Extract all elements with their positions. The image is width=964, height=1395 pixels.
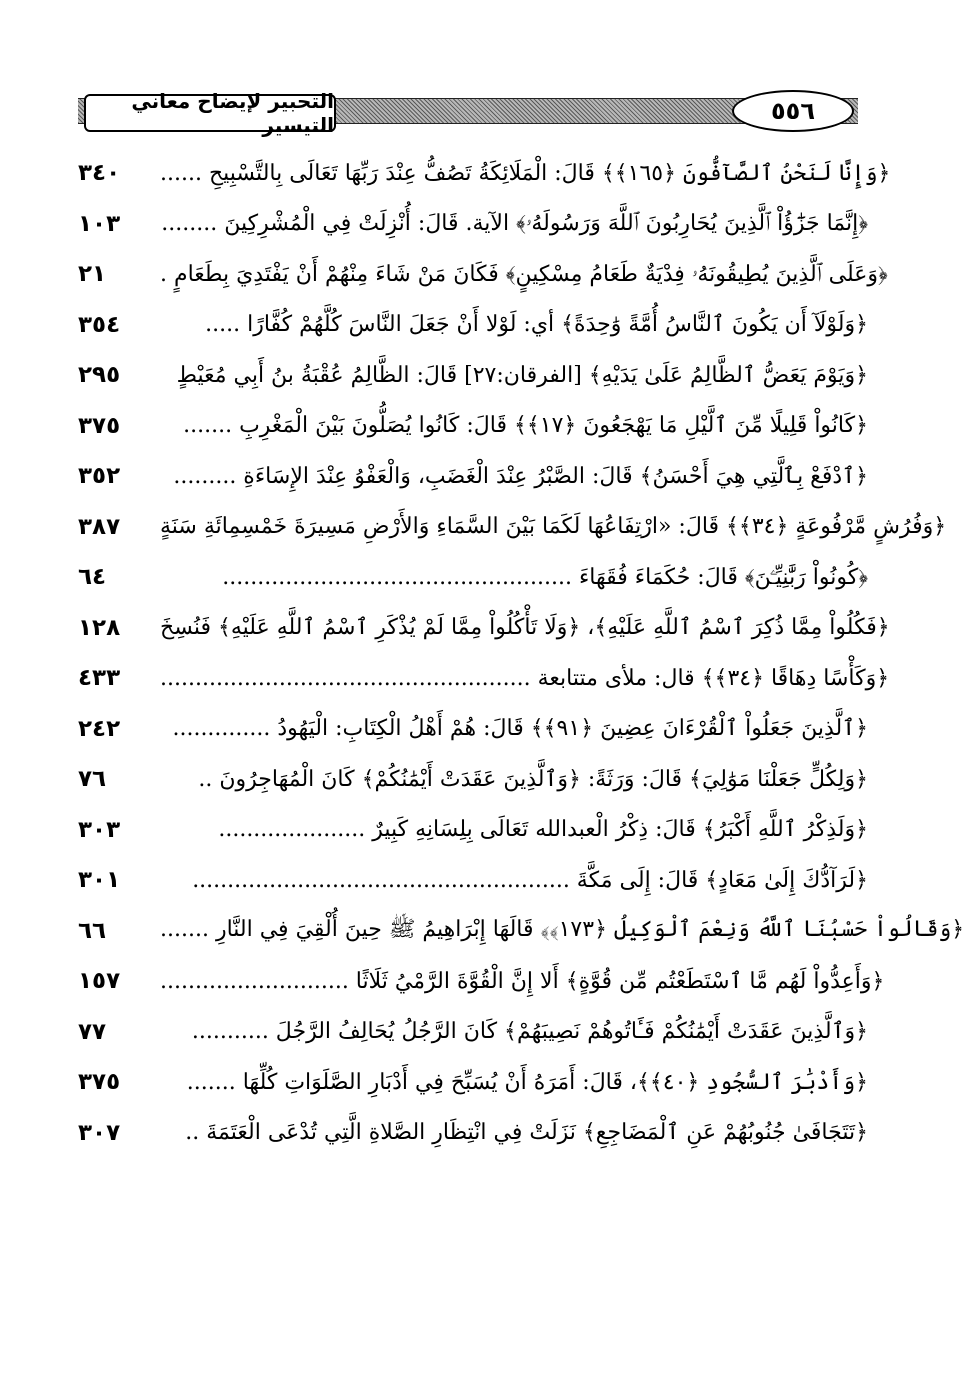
entry-page-number: ٣٤٠ <box>78 160 121 187</box>
entry-page-number: ٢٩٥ <box>78 362 121 389</box>
index-entry <box>78 805 868 856</box>
entry-page-number: ٣٨٧ <box>78 513 121 540</box>
index-entry <box>78 653 890 704</box>
entry-page-number: ٣٠١ <box>78 867 121 894</box>
entry-page-number: ٦٤ <box>78 564 107 591</box>
entry-page-number: ٣٠٣ <box>78 816 121 843</box>
index-entry <box>78 148 891 199</box>
entry-text: ﴿وَقَالُواْ حَسْبُنَا ٱللَّهُ وَنِعْمَ ٱلْوَكِيلُ ﴿١٧٣﴾﴾ قَالَهَا إِبْرَاهِيمُ ﷺ حِينَ أُلْقِيَ فِي النَّارِ ....... <box>160 916 964 942</box>
index-entry <box>78 956 885 1007</box>
entry-page-number: ١٠٣ <box>78 210 121 237</box>
entry-page-number: ٢١ <box>78 261 107 288</box>
index-entry <box>78 350 868 401</box>
entry-text: ﴿وَٱلَّذِينَ عَقَدَتْ أَيْمَٰنُكُمْ فَـَٔاتُوهُمْ نَصِيبَهُمْ﴾ كَانَ الرَّجُلُ يُحَالِفُ الرَّجُلَ ........... <box>191 1019 868 1045</box>
entry-text: ﴿وَلِكُلٍّ جَعَلْنَا مَوَٰلِيَ﴾ قَالَ: وَرَثَةً: ﴿وَٱلَّذِينَ عَقَدَتْ أَيْمَٰنُكُمْ﴾ كَانَ الْمُهَاجِرُونَ .. <box>198 766 868 792</box>
entry-text: ﴿وَيَوْمَ يَعَضُّ ٱلظَّالِمُ عَلَىٰ يَدَيْهِ﴾ [الفرقان:٢٧] قَالَ: الظَّالِمُ عُقْبَةُ بنُ أَبِي مُعَيْطٍ <box>176 362 868 388</box>
entry-text: ﴿وَأَعِدُّواْ لَهُم مَّا ٱسْتَطَعْتُم مِّن قُوَّةٍ﴾ أَلا إِنَّ الْقُوَّةَ الرَّمْيُ ثَلَاثًا ........................... <box>160 968 885 994</box>
index-entry <box>78 199 868 250</box>
entry-text: ﴿وَلَذِكْرُ ٱللَّهِ أَكْبَرُ﴾ قَالَ: ذِكْرُ الْعبدالله تَعَالَى بِلِسَانِهِ كَبِيرٌ ..................... <box>218 817 868 843</box>
entry-page-number: ٢٤٢ <box>78 715 121 742</box>
index-entry <box>78 603 890 654</box>
index-entry <box>78 249 888 300</box>
entry-page-number: ٣٠٧ <box>78 1119 121 1146</box>
index-entry <box>78 502 947 553</box>
entry-page-number: ٣٧٥ <box>78 412 121 439</box>
index-entry <box>78 552 868 603</box>
entry-text: ﴿وَإِنَّا لَنَحْنُ ٱلصَّآفُّونَ ﴿١٦٥﴾﴾ قَالَ: الْمَلَائِكَةُ تَصُفُّ عِنْدَ رَبِّهَا تَعَالَى بِالتَّسْبِيحِ ...... <box>160 160 891 186</box>
index-entry <box>78 754 868 805</box>
entry-text: ﴿تَتَجَافَىٰ جُنُوبُهُمْ عَنِ ٱلْمَضَاجِعِ﴾ نَزَلَتْ فِي انْتِظَارِ الصَّلاةِ الَّتِي تُدْعَى الْعَتَمَةَ .. <box>185 1120 868 1146</box>
entry-text: ﴿وَعَلَى ٱلَّذِينَ يُطِيقُونَهُۥ فِدْيَةٌ طَعَامُ مِسْكِينٍ﴾ فَكَانَ مَنْ شَاءَ مِنْهُمْ أَنْ يَفْتَدِيَ بِطَعَامٍ . <box>160 261 888 287</box>
index-entry <box>78 855 868 906</box>
page-header <box>78 90 858 146</box>
entry-text: ﴿وَكَأْسًا دِهَاقًا ﴿٣٤﴾﴾ قال: ملأى متتابعة ..................................................... <box>160 665 890 691</box>
entry-page-number: ٤٣٣ <box>78 665 121 692</box>
entry-text: ﴿وَفُرُشٍ مَّرْفُوعَةٍ ﴿٣٤﴾﴾ قَالَ: «ارْتِفَاعُهَا لَكَمَا بَيْنَ السَّمَاءِ وَالأَرْضِ مَسِيرَةَ خَمْسِمِائَةِ سَنَةٍ <box>160 514 947 540</box>
entry-page-number: ١٢٨ <box>78 614 121 641</box>
entry-text: ﴿فَكُلُواْ مِمَّا ذُكِرَ ٱسْمُ ٱللَّهِ عَلَيْهِ﴾، ﴿وَلَا تَأْكُلُواْ مِمَّا لَمْ يُذْكَرِ ٱسْمُ ٱللَّهِ عَلَيْهِ﴾ فَنُسِخَ <box>160 615 890 641</box>
entry-text: ﴿وَأَدْبَٰرَ ٱلسُّجُودِ ﴿٤٠﴾﴾، قَالَ: أَمَرَهُ أَنْ يُسَبِّحَ فِي أَدْبَارِ الصَّلَوَاتِ كُلِّهَا ....... <box>186 1069 868 1095</box>
entry-text: ﴿وَلَوْلَآ أَن يَكُونَ ٱلنَّاسُ أُمَّةً وَٰحِدَةً﴾ أي: لَوْلا أَنْ جَعَلَ النَّاسَ كُلَّهُمْ كُفَّارًا ..... <box>205 312 868 338</box>
index-entry <box>78 401 868 452</box>
index-entry <box>78 1057 868 1108</box>
entry-page-number: ٣٥٢ <box>78 463 121 490</box>
index-entry <box>78 300 868 351</box>
index-entry <box>78 1108 868 1159</box>
page-number: ٥٥٦ <box>732 90 854 132</box>
index-entry <box>78 906 964 957</box>
index-entries <box>78 148 964 1158</box>
entry-text: ﴿إِنَّمَا جَزَٰٓؤُاْ ٱلَّذِينَ يُحَارِبُونَ ٱللَّهَ وَرَسُولَهُۥ﴾ الآية. قَالَ: أُنْزِلَتْ فِي الْمُشْرِكِينَ ........ <box>161 211 868 237</box>
index-entry <box>78 451 868 502</box>
entry-text: ﴿كُونُواْ رَبَّٰنِيِّـۧنَ﴾ قَالَ: حُكَمَاءَ فُقَهَاءَ .................................................. <box>222 564 868 590</box>
entry-text: ﴿لَرَآدُّكَ إِلَىٰ مَعَادٍ﴾ قَالَ: إِلَى مَكَّةَ ...................................................... <box>192 867 868 893</box>
entry-page-number: ٣٧٥ <box>78 1069 121 1096</box>
entry-page-number: ٣٥٤ <box>78 311 121 338</box>
entry-page-number: ٦٦ <box>78 917 107 944</box>
index-entry <box>78 1007 868 1058</box>
entry-page-number: ١٥٧ <box>78 968 121 995</box>
entry-text: ﴿كَانُواْ قَلِيلًا مِّنَ ٱلَّيْلِ مَا يَهْجَعُونَ ﴿١٧﴾﴾ قَالَ: كَانُوا يُصَلُّونَ بَيْنَ الْمَغْرِبِ ....... <box>183 413 868 439</box>
entry-text: ﴿ٱدْفَعْ بِٱلَّتِي هِيَ أَحْسَنُ﴾ قَالَ: الصَّبْرُ عِنْدَ الْغَضَبِ، وَالْعَفْوُ عِنْدَ الإِسَاءَةِ ......... <box>173 463 868 489</box>
entry-page-number: ٧٧ <box>78 1018 107 1045</box>
entry-text: ﴿ٱلَّذِينَ جَعَلُواْ ٱلْقُرْءَانَ عِضِينَ ﴿٩١﴾﴾ قَالَ: هُمْ أَهْلُ الْكِتَابِ: الْيَهُودُ .............. <box>172 716 868 742</box>
entry-page-number: ٧٦ <box>78 766 107 793</box>
index-entry <box>78 704 868 755</box>
book-title: التحبير لإيضاح معاني التيسير <box>84 94 336 132</box>
